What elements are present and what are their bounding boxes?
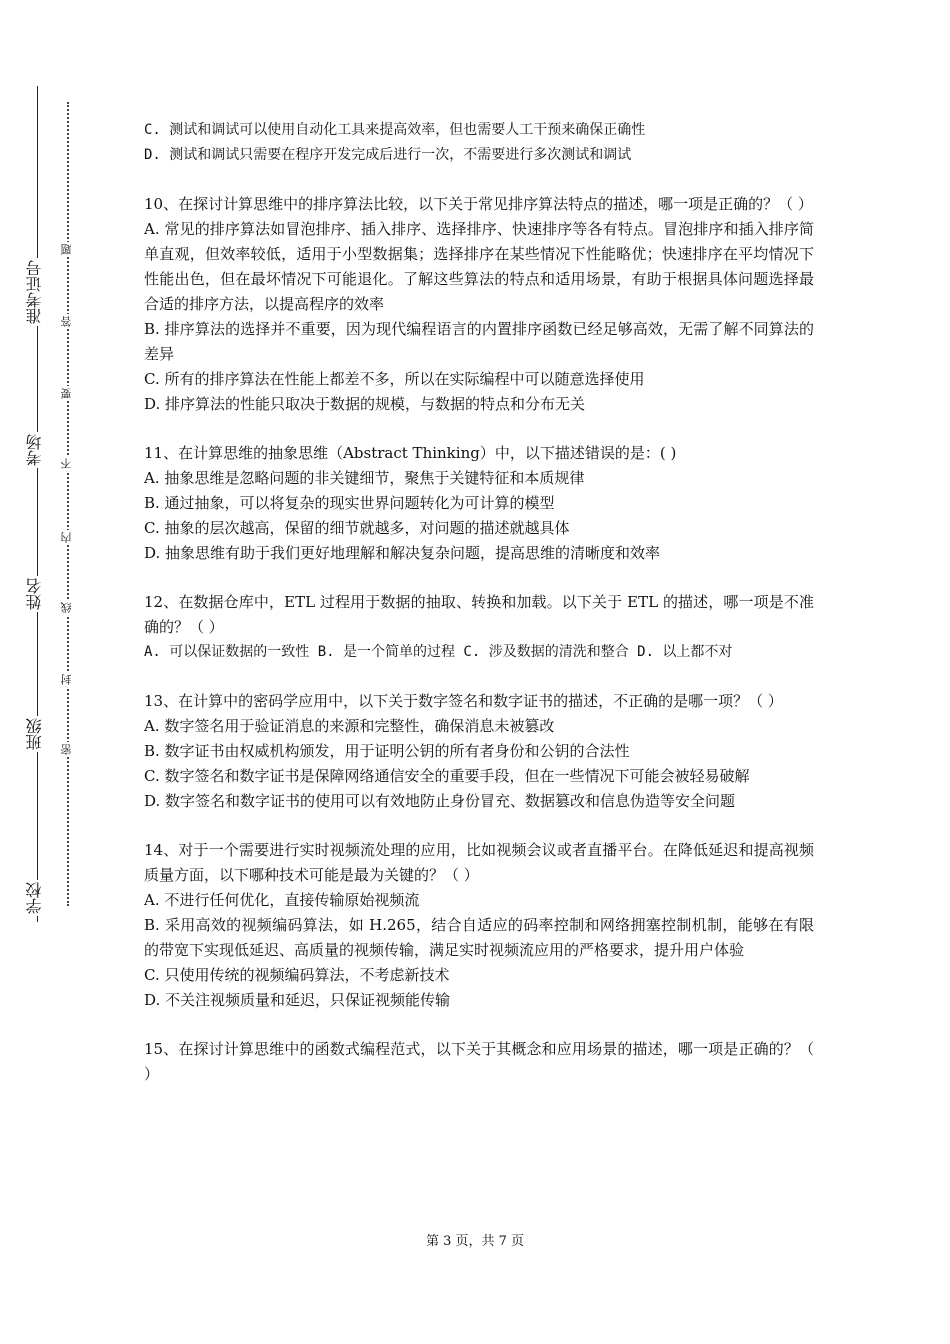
question-14 xyxy=(144,838,814,1013)
name-label: 姓名 xyxy=(22,576,48,612)
question-stem: 14、对于一个需要进行实时视频流处理的应用，比如视频会议或者直播平台。在降低延迟和提高视频质量方面，以下哪种技术可能是最为关键的？（ ） xyxy=(144,841,814,884)
seal-char: 答 xyxy=(58,314,76,329)
question-12 xyxy=(144,590,814,665)
question-10 xyxy=(144,192,814,417)
question-15 xyxy=(144,1037,814,1087)
exam-number-label: 准考证号 xyxy=(22,258,48,326)
seal-char: 线 xyxy=(58,600,76,615)
option-a: A. 不进行任何优化，直接传输原始视频流 xyxy=(144,891,420,909)
option-a: A. 抽象思维是忽略问题的非关键细节，聚焦于关键特征和本质规律 xyxy=(144,469,585,487)
option-b: B. 通过抽象，可以将复杂的现实世界问题转化为可计算的模型 xyxy=(144,494,555,512)
seal-char: 内 xyxy=(58,530,76,545)
option-c: C. 抽象的层次越高，保留的细节就越多，对问题的描述就越具体 xyxy=(144,519,570,537)
option-a: A. 常见的排序算法如冒泡排序、插入排序、选择排序、快速排序等各有特点。冒泡排序和插入排序简单直观，但效率较低，适用于小型数据集；选择排序在某些情况下性能略优；快速排序在平均情况下性能出色，但在最坏情况下可能退化。了解这些算法的特点和适用场景，有助于根据具体问题选择最合适的排序方法，以提高程序的效率 xyxy=(144,220,814,313)
question-stem: 13、在计算中的密码学应用中，以下关于数字签名和数字证书的描述，不正确的是哪一项？（ ） xyxy=(144,692,783,710)
q9-option-d: D. 测试和调试只需要在程序开发完成后进行一次，不需要进行多次测试和调试 xyxy=(144,147,632,163)
seal-char: 题 xyxy=(58,242,76,257)
option-d: D. 抽象思维有助于我们更好地理解和解决复杂问题，提高思维的清晰度和效率 xyxy=(144,544,661,562)
option-d: D. 不关注视频质量和延迟，只保证视频能传输 xyxy=(144,991,451,1009)
option-b: B. 排序算法的选择并不重要，因为现代编程语言的内置排序函数已经足够高效，无需了解不同算法的差异 xyxy=(144,320,814,363)
seal-char: 封 xyxy=(58,672,76,687)
seal-char: 要 xyxy=(58,386,76,401)
exam-room-label: 考场 xyxy=(22,432,48,468)
question-11 xyxy=(144,441,814,566)
question-stem: 10、在探讨计算思维中的排序算法比较，以下关于常见排序算法特点的描述，哪一项是正确的？（ ） xyxy=(144,195,813,213)
q9-option-c: C. 测试和调试可以使用自动化工具来提高效率，但也需要人工干预来确保正确性 xyxy=(144,122,646,138)
question-options: A. 可以保证数据的一致性 B. 是一个简单的过程 C. 涉及数据的清洗和整合 D. 以上都不对 xyxy=(144,644,733,660)
option-b: B. 数字证书由权威机构颁发，用于证明公钥的所有者身份和公钥的合法性 xyxy=(144,742,630,760)
option-b: B. 采用高效的视频编码算法，如 H.265，结合自适应的码率控制和网络拥塞控制机制，能够在有限的带宽下实现低延迟、高质量的视频传输，满足实时视频流应用的严格要求，提升用户体验 xyxy=(144,916,814,959)
question-stem: 12、在数据仓库中，ETL 过程用于数据的抽取、转换和加载。以下关于 ETL 的描述，哪一项是不准确的？（ ） xyxy=(144,593,814,636)
question-stem: 15、在探讨计算思维中的函数式编程范式，以下关于其概念和应用场景的描述，哪一项是正确的？（ ） xyxy=(144,1040,814,1083)
seal-char: 密 xyxy=(58,742,76,757)
question-13 xyxy=(144,689,814,814)
option-d: D. 数字签名和数字证书的使用可以有效地防止身份冒充、数据篡改和信息伪造等安全问题 xyxy=(144,792,736,810)
school-label: 学校 xyxy=(22,880,48,916)
binding-margin xyxy=(0,0,110,1344)
seal-char: 不 xyxy=(58,456,76,471)
question-stem: 11、在计算思维的抽象思维（Abstract Thinking）中，以下描述错误的是：( ) xyxy=(144,444,677,462)
page-footer: 第 3 页，共 7 页 xyxy=(425,1234,525,1249)
option-a: A. 数字签名用于验证消息的来源和完整性，确保消息未被篡改 xyxy=(144,717,555,735)
option-c: C. 所有的排序算法在性能上都差不多，所以在实际编程中可以随意选择使用 xyxy=(144,370,645,388)
class-label: 班级 xyxy=(22,716,48,752)
seal-dotted-line xyxy=(67,102,69,906)
binding-line xyxy=(37,86,38,922)
option-d: D. 排序算法的性能只取决于数据的规模，与数据的特点和分布无关 xyxy=(144,395,586,413)
exam-content xyxy=(144,118,814,1087)
option-c: C. 数字签名和数字证书是保障网络通信安全的重要手段，但在一些情况下可能会被轻易破解 xyxy=(144,767,750,785)
option-c: C. 只使用传统的视频编码算法，不考虑新技术 xyxy=(144,966,450,984)
